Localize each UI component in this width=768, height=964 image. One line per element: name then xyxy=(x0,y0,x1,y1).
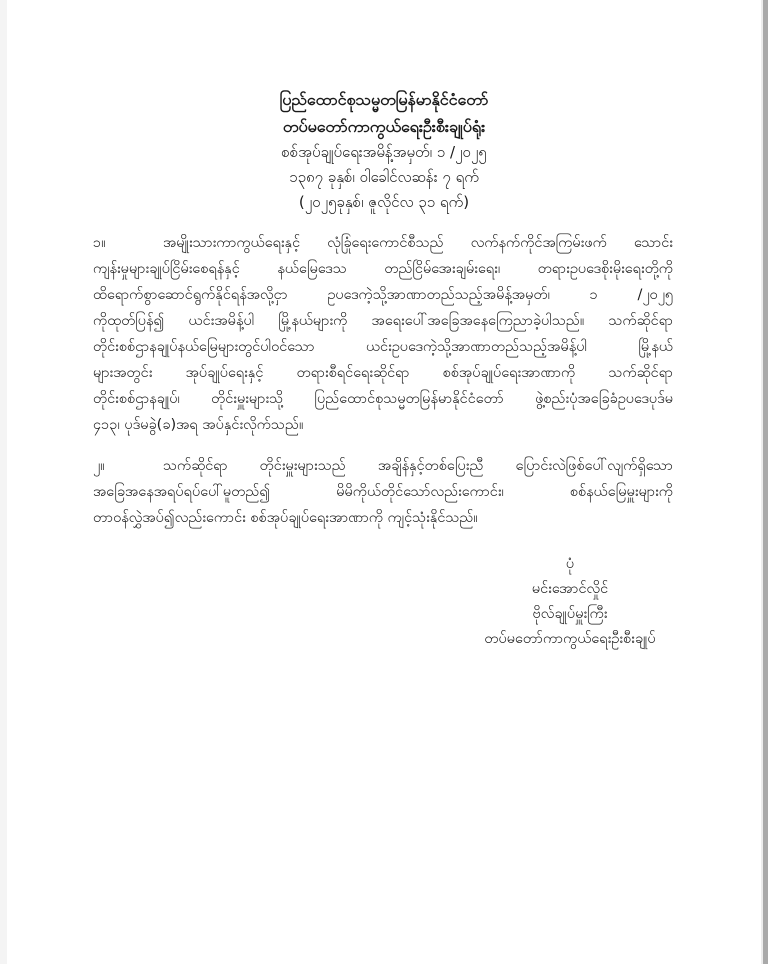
paragraph-text: အမျိုးသားကာကွယ်ရေးနှင့် လုံခြုံရေးကောင်စီသည် လက်နက်ကိုင်အကြမ်းဖက် သောင်း xyxy=(163,235,673,251)
signatory-title: တပ်မတော်ကာကွယ်ရေးဦးစီးချုပ် xyxy=(484,631,656,647)
signatory-name: မင်းအောင်လှိုင် xyxy=(531,581,609,597)
paragraph-line: ၄၁၃၊ ပုဒ်မခွဲ(ခ)အရ အပ်နှင်းလိုက်သည်။ xyxy=(93,417,304,433)
paragraph-line: တိုင်းစစ်ဌာနချုပ်၊ တိုင်းမှူးများသို့ ပြည်ထောင်စုသမ္မတမြန်မာနိုင်ငံတော် ဖွဲ့စည်းပုံအခြေခံဥပဒေပုဒ်မ xyxy=(93,391,673,407)
paragraph-line: များအတွင်း အုပ်ချုပ်ရေးနှင့် တရားစီရင်ရေးဆိုင်ရာ စစ်အုပ်ချုပ်ရေးအာဏာကို သက်ဆိုင်ရာ xyxy=(93,365,673,381)
signature-closing: ပုံ xyxy=(565,556,575,572)
document-header xyxy=(0,86,768,215)
paragraph-2 xyxy=(93,453,673,531)
paragraph-number: ၂။ xyxy=(93,458,105,474)
paragraph-line xyxy=(93,453,673,479)
header-title-line-1: ပြည်ထောင်စုသမ္မတမြန်မာနိုင်ငံတော် xyxy=(279,90,489,109)
paragraph-1 xyxy=(93,230,673,438)
paragraph-line xyxy=(93,230,673,256)
order-number: စစ်အုပ်ချုပ်ရေးအမိန့်အမှတ်၊ ၁ /၂၀၂၅ xyxy=(281,143,487,161)
paragraph-line: ကိုထုတ်ပြန်၍ ယင်းအမိန့်ပါ မြို့နယ်များကို အရေးပေါ်အခြေအနေကြေညာခဲ့ပါသည်။ သက်ဆိုင်ရာ xyxy=(93,313,673,329)
header-title-line-2: တပ်မတော်ကာကွယ်ရေးဦးစီးချုပ်ရုံး xyxy=(282,117,486,136)
paragraph-line: အခြေအနေအရပ်ရပ်ပေါ်မူတည်၍ မိမိကိုယ်တိုင်သော်လည်းကောင်း၊ စစ်နယ်မြေမှူးများကို xyxy=(93,484,673,500)
gregorian-date: (၂၀၂၅ခုနှစ်၊ ဇူလိုင်လ ၃၁ ရက်) xyxy=(298,193,470,211)
paragraph-line: ထိရောက်စွာဆောင်ရွက်နိုင်ရန်အလို့ငှာ ဥပဒေကဲ့သို့အာဏာတည်သည့်အမိန့်အမှတ်၊ ၁ /၂၀၂၅ xyxy=(93,287,673,303)
signature-block xyxy=(440,552,700,652)
signatory-rank: ဗိုလ်ချုပ်မှူးကြီး xyxy=(532,606,608,622)
myanmar-date: ၁၃၈၇ ခုနှစ်၊ ဝါခေါင်လဆန်း ၇ ရက် xyxy=(289,168,479,186)
paragraph-line: ကျန်းမှုများချုပ်ငြိမ်းစေရန်နှင့် နယ်မြေဒေသ တည်ငြိမ်အေးချမ်းရေး၊ တရားဥပဒေစိုးမိုးရေးတို့ကို xyxy=(93,261,673,277)
paragraph-line: တိုင်းစစ်ဌာနချုပ်နယ်မြေများတွင်ပါဝင်သော ယင်းဥပဒေကဲ့သို့အာဏာတည်သည့်အမိန့်ပါ မြို့နယ် xyxy=(93,339,673,355)
paragraph-number: ၁။ xyxy=(93,235,106,251)
paragraph-line: တာဝန်လွှဲအပ်၍လည်းကောင်း စစ်အုပ်ချုပ်ရေးအာဏာကို ကျင့်သုံးနိုင်သည်။ xyxy=(93,510,478,526)
paragraph-text: သက်ဆိုင်ရာ တိုင်းမှူးများသည် အချိန်နှင့်တစ်ပြေးညီ ပြောင်းလဲဖြစ်ပေါ်လျက်ရှိသော xyxy=(163,458,673,474)
